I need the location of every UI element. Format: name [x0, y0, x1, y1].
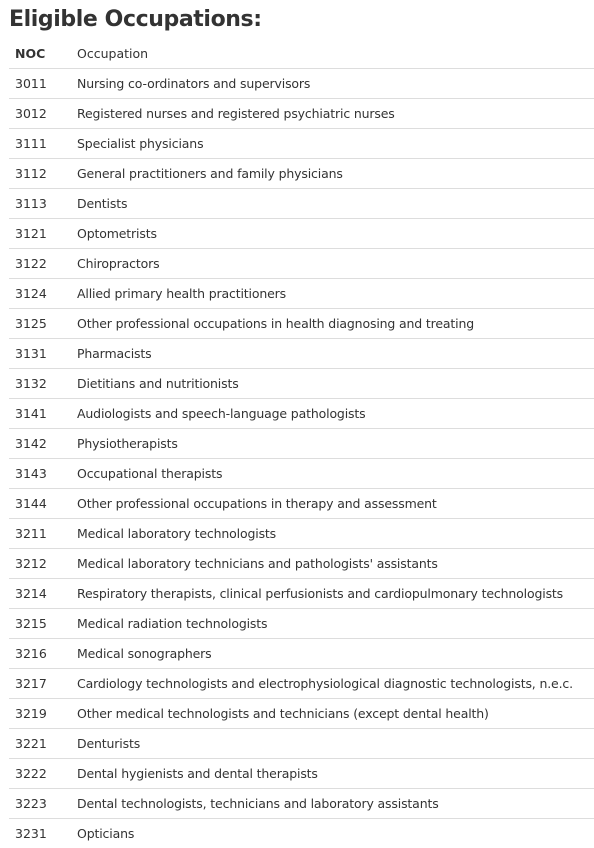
noc-code: 3012 — [9, 99, 76, 129]
occupation-name: Respiratory therapists, clinical perfusionists and cardiopulmonary technologists — [77, 585, 564, 601]
occupation-name: Optometrists — [77, 225, 157, 241]
table-row — [9, 309, 594, 339]
noc-code: 3143 — [9, 459, 76, 489]
occupation-cell — [76, 69, 594, 99]
table-row — [9, 489, 594, 519]
table-row — [9, 729, 594, 759]
occupation-cell — [76, 309, 594, 339]
noc-code: 3125 — [9, 309, 76, 339]
noc-code: 3144 — [9, 489, 76, 519]
occupation-cell — [76, 279, 594, 309]
occupation-name: Chiropractors — [77, 255, 160, 271]
occupation-name: Medical laboratory technologists — [77, 525, 277, 541]
occupation-cell — [76, 429, 594, 459]
occupation-cell — [76, 159, 594, 189]
occupation-cell — [76, 489, 594, 519]
occupation-name: Allied primary health practitioners — [77, 285, 287, 301]
occupation-name: Other professional occupations in health diagnosing and treating — [77, 315, 475, 331]
occupation-name: Dental technologists, technicians and laboratory assistants — [77, 795, 439, 811]
table-body — [9, 69, 594, 848]
occupation-name: Occupational therapists — [77, 465, 223, 481]
table-row — [9, 69, 594, 99]
occupation-cell — [76, 729, 594, 759]
noc-code: 3112 — [9, 159, 76, 189]
table-row — [9, 459, 594, 489]
noc-code: 3121 — [9, 219, 76, 249]
occupation-name: Pharmacists — [77, 345, 152, 361]
noc-code: 3231 — [9, 819, 76, 848]
occupation-cell — [76, 789, 594, 819]
occupation-cell — [76, 549, 594, 579]
noc-code: 3211 — [9, 519, 76, 549]
occupation-name: Other professional occupations in therapy and assessment — [77, 495, 437, 511]
table-row — [9, 189, 594, 219]
noc-code: 3217 — [9, 669, 76, 699]
occupation-name: Cardiology technologists and electrophysiological diagnostic technologists, n.e.c. — [77, 675, 573, 691]
noc-code: 3111 — [9, 129, 76, 159]
occupation-name: Medical laboratory technicians and pathologists' assistants — [77, 555, 438, 571]
table-row — [9, 429, 594, 459]
occupation-cell — [76, 699, 594, 729]
noc-code: 3216 — [9, 639, 76, 669]
occupation-name: Registered nurses and registered psychiatric nurses — [77, 105, 395, 121]
table-row — [9, 399, 594, 429]
noc-code: 3219 — [9, 699, 76, 729]
noc-code: 3214 — [9, 579, 76, 609]
occupation-name: Medical radiation technologists — [77, 615, 268, 631]
occupation-cell — [76, 339, 594, 369]
noc-code: 3113 — [9, 189, 76, 219]
occupation-name: Nursing co-ordinators and supervisors — [77, 75, 311, 91]
occupation-cell — [76, 609, 594, 639]
occupation-cell — [76, 579, 594, 609]
table-row — [9, 219, 594, 249]
occupation-cell — [76, 399, 594, 429]
table-row — [9, 759, 594, 789]
noc-code: 3124 — [9, 279, 76, 309]
noc-code: 3222 — [9, 759, 76, 789]
occupations-table — [9, 39, 594, 848]
table-row — [9, 699, 594, 729]
page-title: Eligible Occupations: — [9, 7, 262, 32]
table-row — [9, 819, 594, 848]
noc-code: 3141 — [9, 399, 76, 429]
occupation-name: Audiologists and speech-language pathologists — [77, 405, 366, 421]
occupation-cell — [76, 99, 594, 129]
occupation-cell — [76, 129, 594, 159]
occupation-name: Specialist physicians — [77, 135, 204, 151]
table-row — [9, 609, 594, 639]
column-header-noc: NOC — [15, 45, 46, 61]
occupation-cell — [76, 639, 594, 669]
occupation-cell — [76, 249, 594, 279]
occupation-name: Opticians — [77, 825, 135, 841]
table-row — [9, 249, 594, 279]
table-row — [9, 279, 594, 309]
noc-code: 3221 — [9, 729, 76, 759]
table-row — [9, 789, 594, 819]
noc-code: 3212 — [9, 549, 76, 579]
noc-code: 3142 — [9, 429, 76, 459]
occupation-name: Dietitians and nutritionists — [77, 375, 239, 391]
table-row — [9, 159, 594, 189]
table-row — [9, 99, 594, 129]
occupation-name: Dental hygienists and dental therapists — [77, 765, 318, 781]
table-row — [9, 339, 594, 369]
occupation-cell — [76, 759, 594, 789]
column-header-occupation: Occupation — [77, 45, 149, 61]
occupation-cell — [76, 519, 594, 549]
occupation-cell — [76, 819, 594, 848]
occupation-name: Other medical technologists and technicians (except dental health) — [77, 705, 489, 721]
noc-code: 3132 — [9, 369, 76, 399]
noc-code: 3131 — [9, 339, 76, 369]
noc-code: 3223 — [9, 789, 76, 819]
occupation-name: Dentists — [77, 195, 128, 211]
occupation-name: Physiotherapists — [77, 435, 178, 451]
occupation-cell — [76, 459, 594, 489]
occupation-cell — [76, 189, 594, 219]
occupation-cell — [76, 369, 594, 399]
noc-code: 3215 — [9, 609, 76, 639]
occupation-name: Denturists — [77, 735, 141, 751]
occupation-name: General practitioners and family physicians — [77, 165, 343, 181]
table-row — [9, 669, 594, 699]
occupation-cell — [76, 219, 594, 249]
table-row — [9, 549, 594, 579]
noc-code: 3122 — [9, 249, 76, 279]
table-header — [9, 39, 594, 69]
table-row — [9, 579, 594, 609]
occupation-cell — [76, 669, 594, 699]
table-header-row — [9, 39, 594, 69]
table-row — [9, 519, 594, 549]
occupation-name: Medical sonographers — [77, 645, 212, 661]
noc-code: 3011 — [9, 69, 76, 99]
table-row — [9, 369, 594, 399]
table-row — [9, 129, 594, 159]
table-row — [9, 639, 594, 669]
